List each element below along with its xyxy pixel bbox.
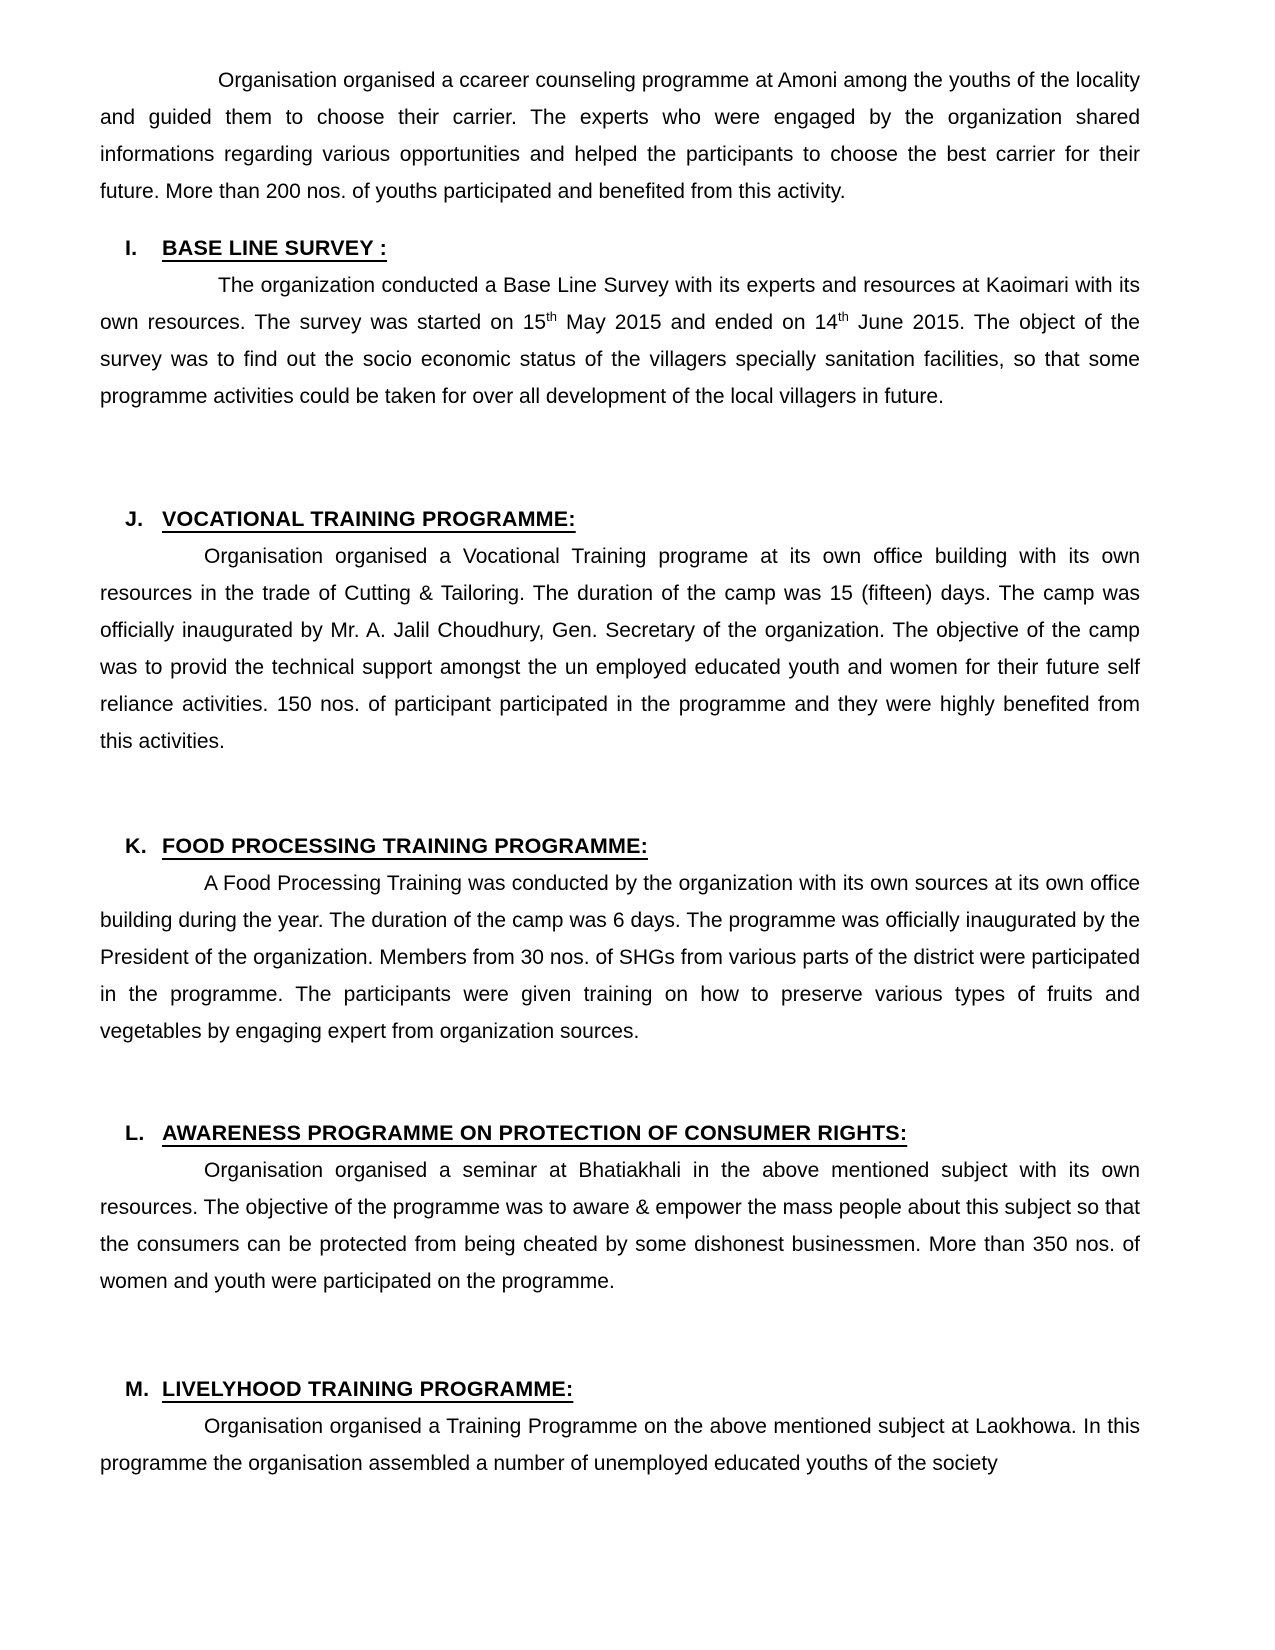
paragraph-text: The organization conducted a Base Line Survey with its experts and resources at Kaoimari with its own resources. The survey was started on 15 <box>100 274 1140 334</box>
section-paragraph-consumer-rights: Organisation organised a seminar at Bhatiakhali in the above mentioned subject with its own resources. The objective of the programme was to aware & empower the mass people about this subject so that the consumers can be protected from being cheated by some dishonest businessmen. More than 350 nos. of women and youth were participated on the programme. <box>100 1159 1140 1293</box>
section-title: AWARENESS PROGRAMME ON PROTECTION OF CONSUMER RIGHTS: <box>162 1121 908 1145</box>
paragraph-text: June 2015. The object of the survey was to find out the socio economic status of the villagers specially sanitation facilities, so that some programme activities could be taken for over all development of the local villagers in future. <box>100 311 1140 408</box>
paragraph-text: May 2015 and ended on 14 <box>556 311 838 334</box>
superscript-ordinal: th <box>546 309 557 324</box>
section-title: VOCATIONAL TRAINING PROGRAMME: <box>162 507 576 531</box>
section-heading-vocational-training <box>125 501 1140 538</box>
section-heading-food-processing <box>125 828 1140 865</box>
section-title: LIVELYHOOD TRAINING PROGRAMME: <box>162 1377 574 1401</box>
section-title: BASE LINE SURVEY : <box>162 236 388 260</box>
section-heading-base-line-survey <box>125 230 1140 267</box>
document-content <box>100 62 1140 1482</box>
section-number: K. <box>125 834 147 858</box>
section-title: FOOD PROCESSING TRAINING PROGRAMME: <box>162 834 648 858</box>
section-paragraph-base-line-survey <box>100 267 1140 415</box>
section-paragraph-food-processing: A Food Processing Training was conducted by the organization with its own sources at its own office building during the year. The duration of the camp was 6 days. The programme was officially inaugurated by the President of the organization. Members from 30 nos. of SHGs from various parts of the district were participated in the programme. The participants were given training on how to preserve various types of fruits and vegetables by engaging expert from organization sources. <box>100 872 1140 1043</box>
section-paragraph-vocational-training: Organisation organised a Vocational Training programe at its own office building with its own resources in the trade of Cutting & Tailoring. The duration of the camp was 15 (fifteen) days. The camp was officially inaugurated by Mr. A. Jalil Choudhury, Gen. Secretary of the organization. The objective of the camp was to provid the technical support amongst the un employed educated youth and women for their future self reliance activities. 150 nos. of participant participated in the programme and they were highly benefited from this activities. <box>100 545 1140 753</box>
intro-paragraph: Organisation organised a ccareer counseling programme at Amoni among the youths of the locality and guided them to choose their carrier. The experts who were engaged by the organization shared informations regarding various opportunities and helped the participants to choose the best carrier for their future. More than 200 nos. of youths participated and benefited from this activity. <box>100 69 1140 203</box>
section-paragraph-livelyhood-training: Organisation organised a Training Programme on the above mentioned subject at Laokhowa. In this programme the organisation assembled a number of unemployed educated youths of the society <box>100 1415 1140 1475</box>
section-number: J. <box>125 507 144 531</box>
section-heading-consumer-rights <box>125 1115 1140 1152</box>
section-number: L. <box>125 1121 145 1145</box>
section-number: I. <box>125 236 138 260</box>
section-number: M. <box>125 1377 150 1401</box>
section-heading-livelyhood-training <box>125 1371 1140 1408</box>
superscript-ordinal: th <box>837 309 849 324</box>
